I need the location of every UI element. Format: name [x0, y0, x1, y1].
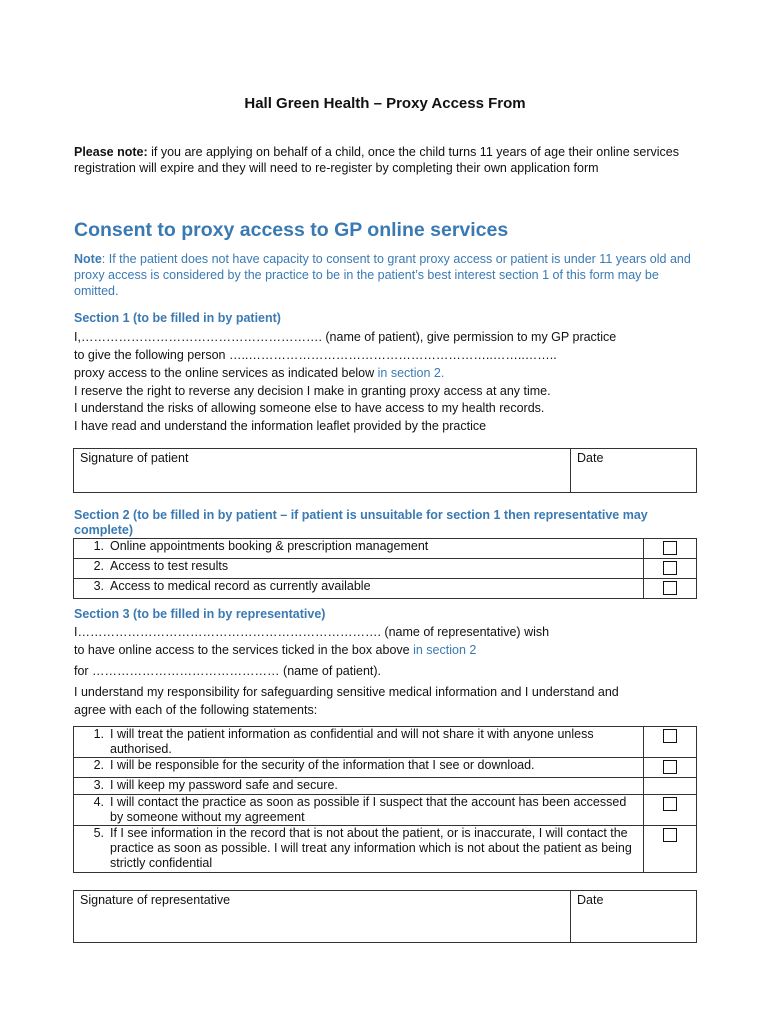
statement-text: I will be responsible for the security of the information that I see or download. [110, 758, 535, 772]
service-number: 1. [93, 539, 104, 553]
section3-line3: for ……………………………………… (name of patient). [74, 664, 382, 678]
statement-checkbox-cell [644, 778, 697, 795]
representative-signature-label: Signature of representative [80, 893, 231, 907]
services-table [73, 538, 697, 599]
statement-checkbox-security[interactable] [663, 760, 677, 774]
section1-line5: I understand the risks of allowing someone else to have access to my health records. [74, 401, 545, 415]
section1-line2: to give the following person …..…………………………………………………..……..…….. [74, 348, 557, 362]
section1-line4: I reserve the right to reverse any decision I make in granting proxy access at any time. [74, 384, 551, 398]
statement-row [74, 758, 697, 778]
section3-line2 [74, 641, 704, 659]
representative-signature-field[interactable] [74, 891, 571, 943]
service-checkbox-medical-record[interactable] [663, 581, 677, 595]
statement-row [74, 778, 697, 795]
patient-signature-field[interactable] [74, 449, 571, 493]
omission-note [74, 251, 698, 299]
statement-item [74, 795, 644, 826]
statement-checkbox-confidential[interactable] [663, 729, 677, 743]
service-item [74, 579, 644, 599]
statement-checkbox-cell [644, 727, 697, 758]
statement-checkbox-inaccurate-info[interactable] [663, 828, 677, 842]
section3-line4: I understand my responsibility for safeguarding sensitive medical information and I understand and [74, 685, 619, 699]
statements-table [73, 726, 697, 873]
statement-number: 2. [93, 758, 104, 772]
form-title: Hall Green Health – Proxy Access From [244, 95, 526, 112]
statement-checkbox-contact-practice[interactable] [663, 797, 677, 811]
statement-text: I will keep my password safe and secure. [110, 778, 338, 792]
section2-reference: in section 2. [377, 366, 445, 380]
statement-number: 3. [93, 778, 104, 792]
please-note-label: Please note: [74, 145, 148, 159]
statement-text: If I see information in the record that is not about the patient, or is inaccurate, I will contact the practice as soon as possible. I will treat any information which is not about the patient as being strictly confidential [110, 826, 632, 870]
section3-heading: Section 3 (to be filled in by representative) [74, 607, 326, 621]
statement-text: I will contact the practice as soon as possible if I suspect that the account has been accessed by someone without my agreement [110, 795, 627, 824]
section-heading: Consent to proxy access to GP online services [74, 219, 509, 241]
service-item [74, 539, 644, 559]
representative-date-field[interactable] [571, 891, 697, 943]
section1-line3-text: proxy access to the online services as indicated below [74, 366, 378, 380]
service-number: 2. [93, 559, 104, 573]
please-note-text: if you are applying on behalf of a child, once the child turns 11 years of age their online services registration will expire and they will need to re-register by completing their own application form [74, 145, 679, 175]
section3-line2-text: to have online access to the services ticked in the box above [74, 643, 414, 657]
service-text: Online appointments booking & prescription management [110, 539, 429, 553]
patient-date-label: Date [577, 451, 604, 465]
omission-note-label: Note [74, 252, 102, 266]
statement-checkbox-cell [644, 795, 697, 826]
section1-line1: I,…………………………………………………. (name of patient), give permission to my GP practice [74, 330, 617, 344]
statement-text: I will treat the patient information as confidential and will not share it with anyone unless authorised. [110, 727, 594, 756]
omission-note-text: : If the patient does not have capacity to consent to grant proxy access or patient is under 11 years old and proxy access is considered by the practice to be in the patient’s best interest section 1 of this form may be omitted. [74, 252, 691, 298]
service-text: Access to medical record as currently available [110, 579, 371, 593]
patient-signature-table [73, 448, 697, 493]
service-row [74, 579, 697, 599]
section3-line5: agree with each of the following statements: [74, 703, 318, 717]
service-text: Access to test results [110, 559, 229, 573]
statement-checkbox-cell [644, 758, 697, 778]
statement-row [74, 826, 697, 873]
statement-row [74, 795, 697, 826]
service-row [74, 559, 697, 579]
statement-item [74, 758, 644, 778]
section1-heading: Section 1 (to be filled in by patient) [74, 311, 281, 325]
service-number: 3. [93, 579, 104, 593]
service-row [74, 539, 697, 559]
patient-signature-label: Signature of patient [80, 451, 189, 465]
representative-signature-table [73, 890, 697, 943]
statement-item [74, 778, 644, 795]
section1-line3 [74, 364, 704, 382]
section2-heading: Section 2 (to be filled in by patient – if patient is unsuitable for section 1 then representative may complete) [74, 508, 648, 537]
service-checkbox-appointments[interactable] [663, 541, 677, 555]
service-checkbox-cell [644, 579, 697, 599]
statement-row [74, 727, 697, 758]
section2-reference: in section 2 [413, 643, 477, 657]
statement-item [74, 727, 644, 758]
service-checkbox-cell [644, 539, 697, 559]
please-note [74, 144, 698, 176]
statement-item [74, 826, 644, 873]
service-item [74, 559, 644, 579]
representative-date-label: Date [577, 893, 604, 907]
patient-date-field[interactable] [571, 449, 697, 493]
statement-checkbox-cell [644, 826, 697, 873]
statement-number: 4. [93, 795, 104, 809]
section1-line6: I have read and understand the information leaflet provided by the practice [74, 419, 487, 433]
section3-line1: I………………………………………………………………. (name of representative) wish [74, 625, 550, 639]
service-checkbox-cell [644, 559, 697, 579]
service-checkbox-test-results[interactable] [663, 561, 677, 575]
statement-number: 1. [93, 727, 104, 741]
statement-number: 5. [93, 826, 104, 840]
